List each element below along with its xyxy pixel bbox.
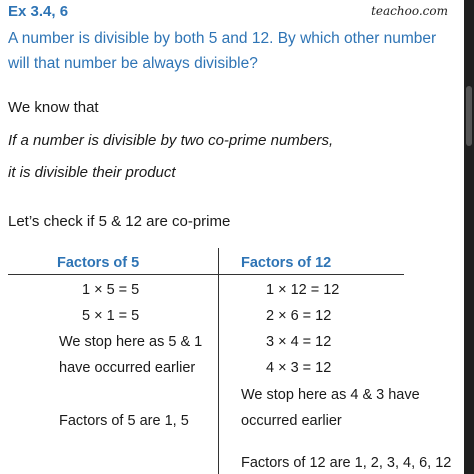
right-cell: We stop here as 4 & 3 have (241, 387, 420, 403)
question-line-2: will that number be always divisible? (8, 55, 258, 72)
exercise-title: Ex 3.4, 6 (8, 3, 69, 20)
right-cell: 3 × 4 = 12 (266, 334, 332, 350)
vertical-scrollbar[interactable] (464, 0, 474, 474)
teachoo-logo: teachoo.com (371, 4, 448, 18)
left-cell: Factors of 5 are 1, 5 (59, 413, 189, 429)
question-line-1: A number is divisible by both 5 and 12. By which other number (8, 30, 437, 47)
right-cell: 1 × 12 = 12 (266, 282, 340, 298)
table-header-divider (8, 274, 404, 275)
table-column-divider (218, 248, 219, 474)
we-know-text: We know that (8, 99, 99, 116)
left-cell: We stop here as 5 & 1 (59, 334, 203, 350)
left-cell: 5 × 1 = 5 (82, 308, 140, 324)
left-cell: have occurred earlier (59, 360, 196, 376)
right-cell: 2 × 6 = 12 (266, 308, 332, 324)
table-header-right: Factors of 12 (241, 255, 332, 271)
scrollbar-thumb[interactable] (466, 86, 472, 146)
right-cell: Factors of 12 are 1, 2, 3, 4, 6, 12 (241, 455, 452, 471)
rule-line-1: If a number is divisible by two co-prime numbers, (8, 132, 334, 149)
coprime-check-text: Let’s check if 5 & 12 are co-prime (8, 213, 231, 230)
left-cell: 1 × 5 = 5 (82, 282, 140, 298)
right-cell: 4 × 3 = 12 (266, 360, 332, 376)
right-cell: occurred earlier (241, 413, 342, 429)
table-header-left: Factors of 5 (57, 255, 140, 271)
rule-line-2: it is divisible their product (8, 164, 176, 181)
